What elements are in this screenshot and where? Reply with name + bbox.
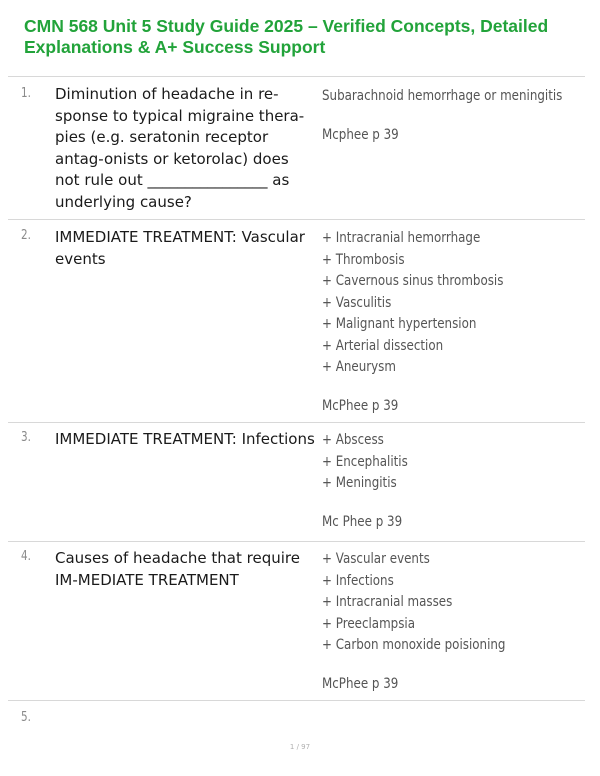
card-reference: Mc Phee p 39 [322, 513, 403, 530]
answer-line: + Intracranial masses [322, 594, 453, 610]
answer-line: + Cavernous sinus thrombosis [322, 273, 504, 289]
answer-line: + Vasculitis [322, 294, 392, 311]
answer-gap [322, 379, 592, 396]
answer-line: + Aneurysm [322, 359, 396, 375]
divider [8, 541, 585, 542]
divider [8, 219, 585, 220]
document-title: CMN 568 Unit 5 Study Guide 2025 – Verified Concepts, Detailed Explanations & A+ Success Support [24, 16, 549, 57]
card-answer [322, 430, 592, 533]
card-number: 3. [21, 430, 31, 445]
answer-gap [322, 108, 592, 125]
answer-line: + Abscess [322, 432, 384, 448]
answer-line: + Vascular events [322, 551, 430, 567]
card-answer [322, 549, 592, 695]
answer-line: + Encephalitis [322, 453, 408, 470]
card-question: IMMEDIATE TREATMENT: Vascular events [55, 228, 305, 268]
card-question: Diminution of headache in re-sponse to typical migraine thera-pies (e.g. seratonin receptor antag-onists or ketorolac) does not rule out ________________ as underlying cause? [55, 85, 305, 211]
card-question: Causes of headache that require IM-MEDIATE TREATMENT [55, 549, 300, 589]
card-reference: McPhee p 39 [322, 397, 399, 414]
answer-line: + Carbon monoxide poisioning [322, 637, 506, 653]
answer-gap [322, 657, 592, 674]
answer-line: Subarachnoid hemorrhage or meningitis [322, 88, 563, 104]
divider [8, 700, 585, 701]
card-number: 5. [21, 710, 31, 725]
card-number: 4. [21, 549, 31, 564]
card-reference: Mcphee p 39 [322, 126, 399, 143]
answer-line: + Infections [322, 572, 394, 589]
card-question: IMMEDIATE TREATMENT: Infections [55, 430, 315, 448]
divider [8, 422, 585, 423]
card-answer [322, 86, 592, 146]
page-indicator: 1 / 97 [289, 743, 311, 751]
answer-line: + Malignant hypertension [322, 316, 477, 332]
card-number: 2. [21, 228, 31, 243]
answer-line: + Preeclampsia [322, 615, 416, 632]
answer-gap [322, 495, 592, 512]
card-reference: McPhee p 39 [322, 675, 399, 692]
card-answer [322, 228, 592, 417]
answer-line: + Thrombosis [322, 251, 405, 268]
card-number: 1. [21, 86, 31, 101]
divider [8, 76, 585, 77]
answer-line: + Intracranial hemorrhage [322, 230, 481, 246]
answer-line: + Meningitis [322, 475, 397, 491]
answer-line: + Arterial dissection [322, 337, 444, 354]
